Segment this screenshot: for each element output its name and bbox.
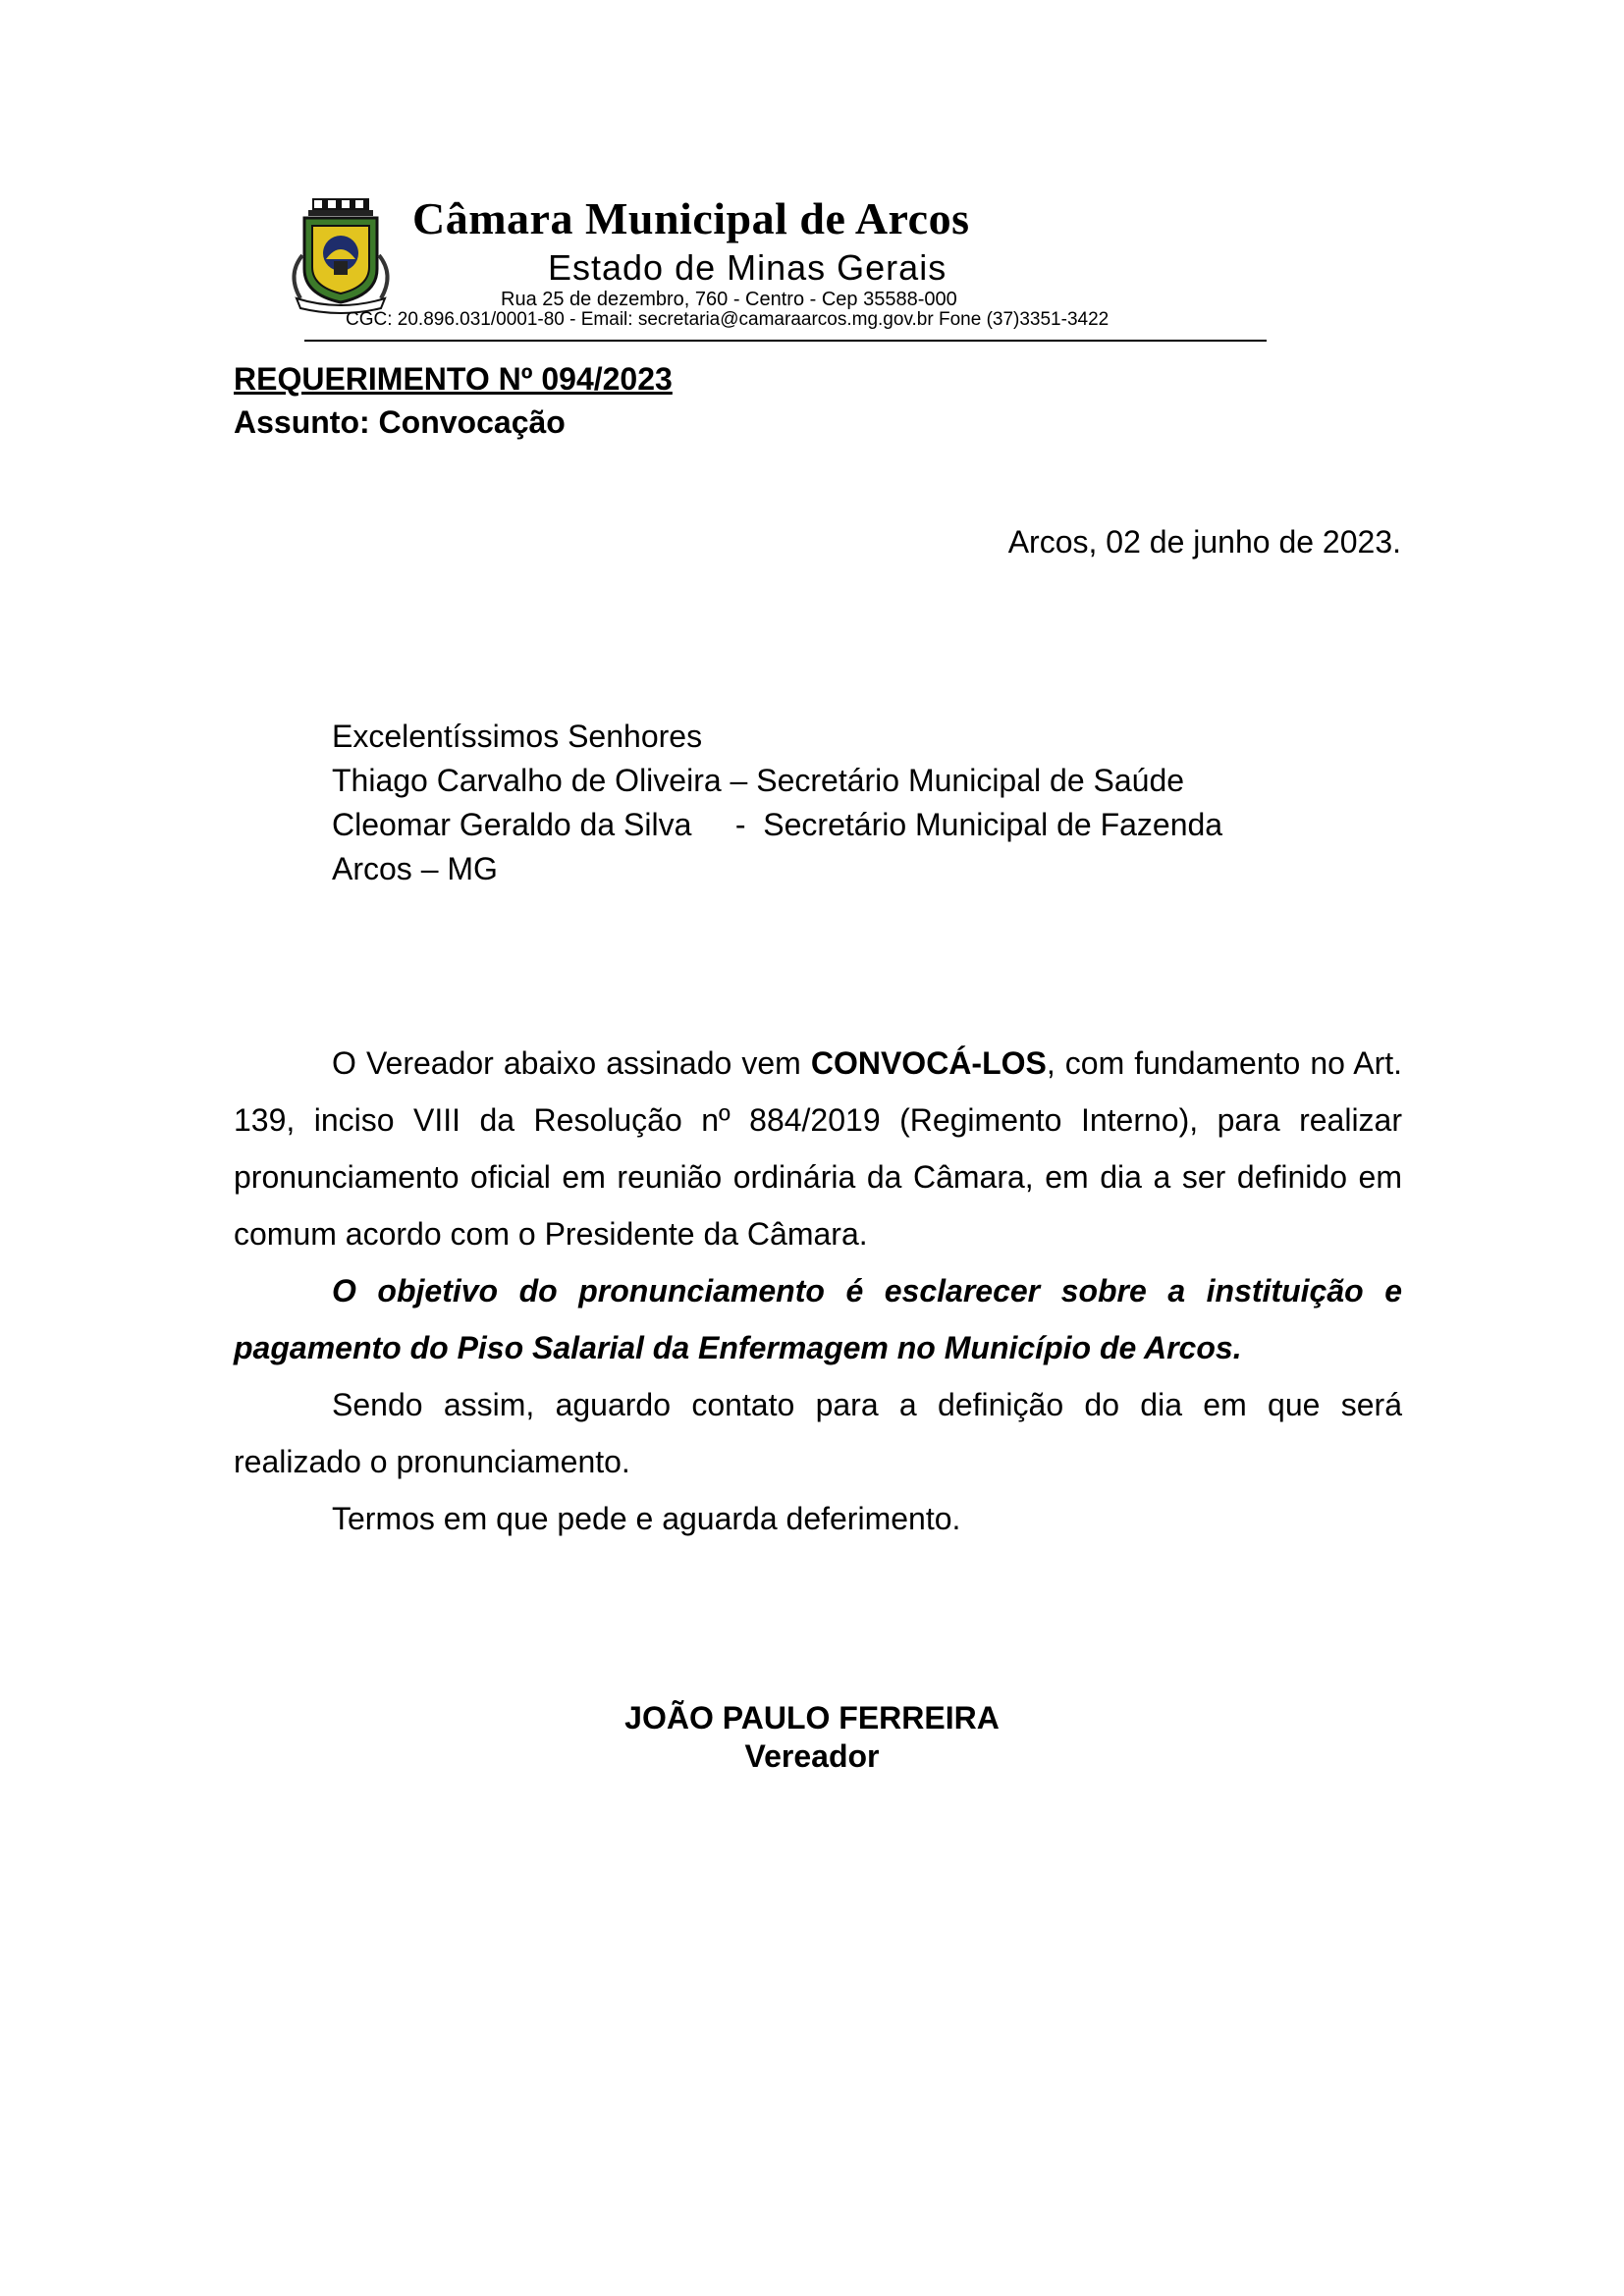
document-subject: Assunto: Convocação xyxy=(234,404,566,440)
body-paragraph: Sendo assim, aguardo contato para a definição do dia em que será realizado o pronunciamento. xyxy=(234,1387,1402,1479)
letterhead-divider xyxy=(304,340,1267,342)
document-number: REQUERIMENTO Nº 094/2023 xyxy=(234,361,673,397)
convocation-keyword: CONVOCÁ-LOS xyxy=(810,1045,1047,1081)
addressee-line: Cleomar Geraldo da Silva - Secretário Municipal de Fazenda xyxy=(332,807,1223,842)
institution-contact: CGC: 20.896.031/0001-80 - Email: secretaria@camaraarcos.mg.gov.br Fone (37)3351-3422 xyxy=(346,309,1110,330)
institution-state: Estado de Minas Gerais xyxy=(548,247,947,288)
addressee-line: Thiago Carvalho de Oliveira – Secretário Municipal de Saúde xyxy=(332,763,1185,798)
addressee-salutation: Excelentíssimos Senhores xyxy=(332,719,703,754)
body-text: , com fundamento no Art. 139, inciso VIII da Resolução nº 884/2019 (Regimento Interno), para realizar pronunciamento oficial em reunião ordinária da Câmara, em dia a ser definido em comum acordo com o Presidente da Câmara. xyxy=(234,1045,1402,1252)
document-body xyxy=(234,1035,1402,1547)
body-paragraph-closing: Termos em que pede e aguarda deferimento. xyxy=(332,1501,961,1536)
addressee-city: Arcos – MG xyxy=(332,851,498,886)
coat-of-arms-icon xyxy=(283,196,399,314)
body-paragraph xyxy=(234,1035,1402,1262)
institution-name: Câmara Municipal de Arcos xyxy=(412,193,970,243)
body-text: O Vereador abaixo assinado vem xyxy=(332,1045,811,1081)
document-date: Arcos, 02 de junho de 2023. xyxy=(1007,524,1401,560)
body-paragraph-emphasis: O objetivo do pronunciamento é esclarecer sobre a instituição e pagamento do Piso Salarial da Enfermagem no Município de Arcos. xyxy=(234,1273,1402,1365)
signatory-name: JOÃO PAULO FERREIRA xyxy=(624,1700,1000,1735)
institution-address: Rua 25 de dezembro, 760 - Centro - Cep 35588-000 xyxy=(501,289,957,310)
signatory-title: Vereador xyxy=(744,1738,880,1774)
